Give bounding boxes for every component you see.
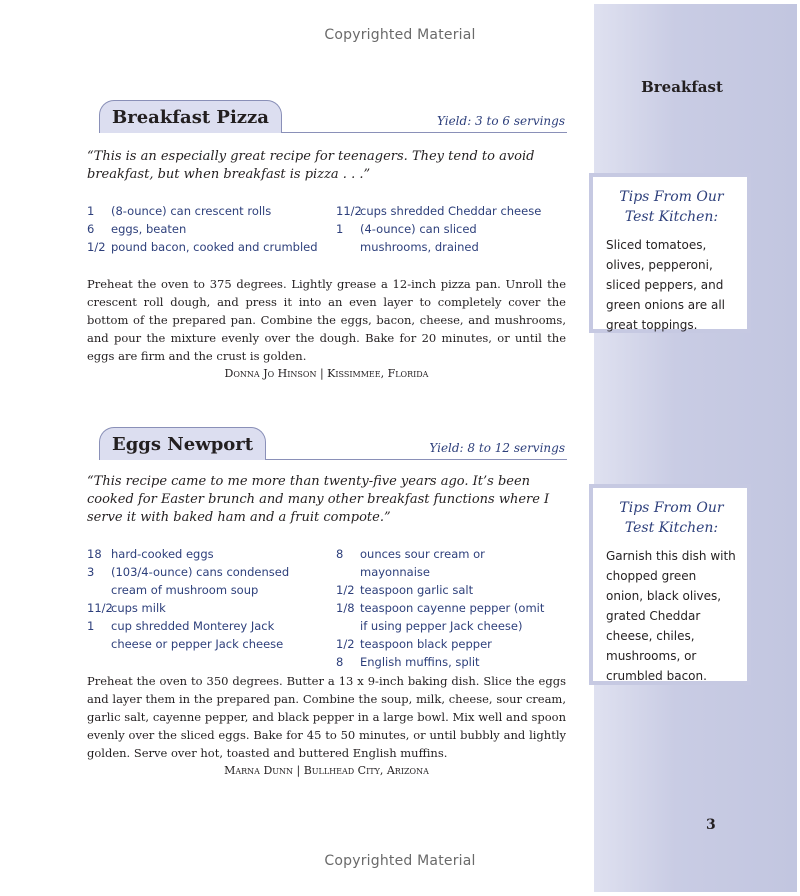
recipe-directions: Preheat the oven to 350 degrees. Butter a 13 x 9-inch baking dish. Slice the eggs and layer them in the prepared pan. Combine the soup, milk, cheese, sour cream, garlic salt, cayenne pepper, and black pepper in a large bowl. Mix well and spoon evenly over the sliced eggs. Bake for 45 to 50 minutes, or until bubbly and lightly golden. Serve over hot, toasted and buttered English muffins. bbox=[87, 674, 566, 760]
copyright-header: Copyrighted Material bbox=[324, 27, 476, 43]
ingredient-qty: 18 bbox=[87, 547, 102, 561]
ingredient-qty: 11/2 bbox=[336, 204, 362, 218]
ingredient-qty: 1 bbox=[87, 204, 95, 218]
ingredient-row bbox=[336, 545, 551, 581]
ingredient-qty: 8 bbox=[336, 655, 344, 669]
ingredient-text: teaspoon black pepper bbox=[360, 637, 492, 651]
tips-box bbox=[589, 484, 751, 685]
ingredient-qty: 3 bbox=[87, 565, 95, 579]
tips-title: Tips From Our Test Kitchen: bbox=[619, 500, 724, 536]
ingredient-text: teaspoon cayenne pepper (omit if using pepper Jack cheese) bbox=[360, 601, 545, 633]
ingredient-row bbox=[336, 202, 546, 220]
ingredient-row bbox=[87, 220, 327, 238]
ingredient-qty: 1/8 bbox=[336, 601, 355, 615]
ingredient-qty: 1/2 bbox=[336, 637, 355, 651]
ingredient-text: teaspoon garlic salt bbox=[360, 583, 474, 597]
ingredient-text: hard-cooked eggs bbox=[111, 547, 214, 561]
recipe-credit: Donna Jo Hinson | Kissimmee, Florida bbox=[224, 367, 429, 380]
ingredient-text: eggs, beaten bbox=[111, 222, 187, 236]
tips-body: Sliced tomatoes, olives, pepperoni, sliced peppers, and green onions are all great toppings. bbox=[606, 238, 726, 332]
ingredient-text: cups shredded Cheddar cheese bbox=[360, 204, 542, 218]
ingredient-row bbox=[336, 653, 551, 671]
recipe-header-breakfast-pizza bbox=[99, 100, 567, 133]
ingredient-row bbox=[87, 617, 317, 653]
recipe-credit: Marna Dunn | Bullhead City, Arizona bbox=[224, 764, 429, 777]
ingredient-qty: 11/2 bbox=[87, 601, 113, 615]
ingredient-text: cups milk bbox=[111, 601, 166, 615]
ingredient-row bbox=[336, 635, 551, 653]
ingredient-qty: 1/2 bbox=[87, 240, 106, 254]
section-label: Breakfast bbox=[641, 78, 723, 96]
recipe-title: Eggs Newport bbox=[99, 427, 266, 460]
ingredients-left bbox=[87, 545, 317, 653]
recipe-yield: Yield: 8 to 12 servings bbox=[429, 441, 565, 455]
recipe-directions: Preheat the oven to 375 degrees. Lightly grease a 12-inch pizza pan. Unroll the crescent roll dough, and press it into an even layer to completely cover the bottom of the prepared pan. Combine the eggs, bacon, cheese, and mushrooms, and pour the mixture evenly over the dough. Bake for 20 minutes, or until the eggs are firm and the crust is golden. bbox=[87, 277, 566, 363]
recipe-intro: “This recipe came to me more than twenty-five years ago. It’s been cooked for Easter brunch and many other breakfast functions where I serve it with baked ham and a fruit compote.” bbox=[87, 474, 550, 525]
tips-box bbox=[589, 173, 751, 333]
ingredient-row bbox=[336, 220, 546, 256]
ingredient-text: pound bacon, cooked and crumbled bbox=[111, 240, 318, 254]
ingredient-text: (4-ounce) can sliced mushrooms, drained bbox=[360, 222, 479, 254]
ingredient-text: ounces sour cream or mayonnaise bbox=[360, 547, 485, 579]
ingredient-row bbox=[87, 599, 317, 617]
ingredient-row bbox=[87, 238, 327, 256]
ingredient-text: English muffins, split bbox=[360, 655, 480, 669]
ingredient-text: (8-ounce) can crescent rolls bbox=[111, 204, 272, 218]
ingredient-row bbox=[336, 599, 551, 635]
ingredient-qty: 6 bbox=[87, 222, 95, 236]
ingredients-right bbox=[336, 545, 551, 671]
page-number: 3 bbox=[706, 817, 716, 833]
recipe-intro: “This is an especially great recipe for teenagers. They tend to avoid breakfast, but when breakfast is pizza . . .” bbox=[87, 149, 535, 182]
recipe-title: Breakfast Pizza bbox=[99, 100, 282, 133]
ingredient-text: (103/4-ounce) cans condensed cream of mushroom soup bbox=[111, 565, 290, 597]
ingredient-row bbox=[87, 545, 317, 563]
ingredient-qty: 1 bbox=[87, 619, 95, 633]
ingredient-qty: 1/2 bbox=[336, 583, 355, 597]
tips-title: Tips From Our Test Kitchen: bbox=[619, 189, 724, 225]
tips-body: Garnish this dish with chopped green onion, black olives, grated Cheddar cheese, chiles, mushrooms, or crumbled bacon. bbox=[606, 549, 736, 683]
ingredient-row bbox=[87, 202, 327, 220]
recipe-yield: Yield: 3 to 6 servings bbox=[437, 114, 565, 128]
ingredients-left bbox=[87, 202, 327, 256]
recipe-header-eggs-newport bbox=[99, 427, 567, 460]
copyright-footer: Copyrighted Material bbox=[324, 853, 476, 869]
ingredient-qty: 8 bbox=[336, 547, 344, 561]
ingredients-right bbox=[336, 202, 546, 256]
ingredient-row bbox=[336, 581, 551, 599]
ingredient-qty: 1 bbox=[336, 222, 344, 236]
sidebar-band bbox=[594, 4, 797, 892]
ingredient-text: cup shredded Monterey Jack cheese or pepper Jack cheese bbox=[111, 619, 284, 651]
ingredient-row bbox=[87, 563, 317, 599]
